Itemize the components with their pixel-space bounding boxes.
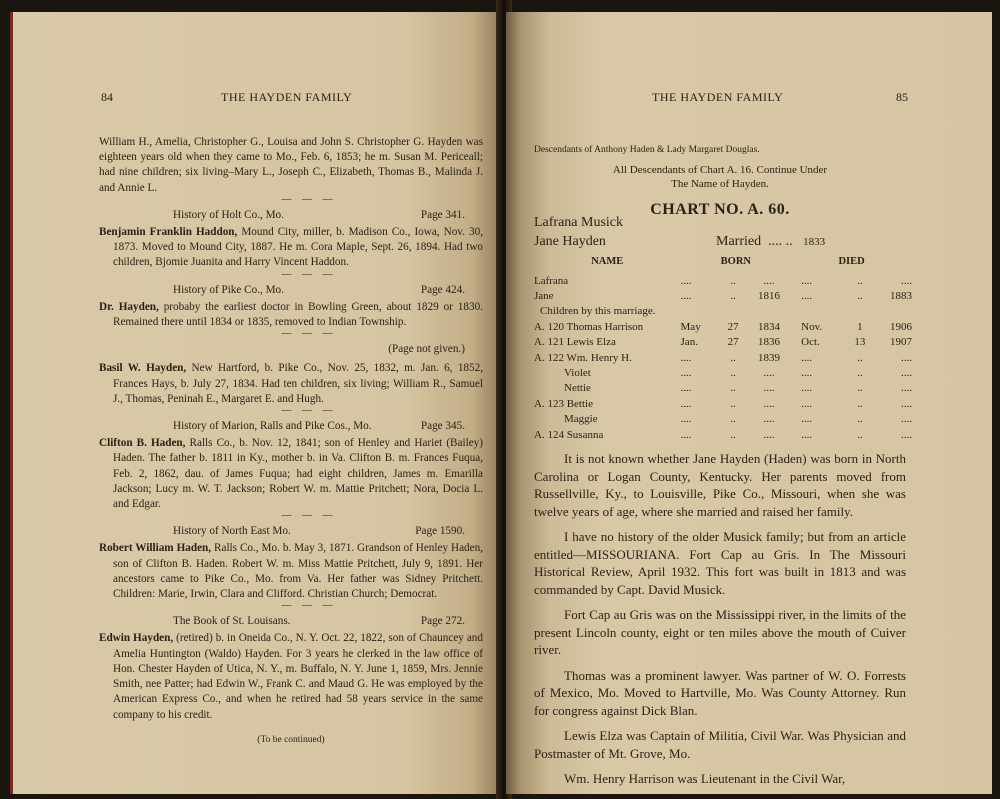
table-row — [534, 273, 912, 288]
cell-c1: .... — [680, 290, 692, 303]
cell-name: Children by this marriage. — [540, 305, 656, 318]
paragraph: Lewis Elza was Captain of Militia, Civil War. Was Physician and Postmaster of Mt. Grove, Mo. — [534, 728, 906, 761]
cell-c2: .. — [730, 413, 736, 426]
cell-c5: .. — [857, 351, 863, 364]
cell-c6: .... — [901, 367, 912, 380]
cell-c4: .... — [801, 367, 813, 380]
paragraph: Wm. Henry Harrison was Lieutenant in the Civil War, — [564, 771, 846, 787]
cell-c4: .... — [801, 382, 813, 395]
section-divider: — — — — [281, 510, 337, 522]
table-row — [534, 412, 912, 427]
cell-c3: .... — [763, 428, 775, 441]
left-page — [10, 12, 502, 794]
married-info: Married .... .. 1833 — [716, 234, 826, 249]
cell-c2: .. — [730, 274, 736, 287]
cell-name: A. 121 Lewis Elza — [534, 336, 616, 349]
table-row — [534, 427, 912, 442]
col-name-header: NAME — [591, 256, 624, 267]
left-page-body — [99, 135, 483, 748]
cell-c5: 1 — [857, 320, 863, 333]
source-line: History of Holt Co., Mo. Page 341. — [173, 208, 465, 221]
cell-c4: Oct. — [801, 336, 820, 349]
cell-name: Jane — [534, 290, 554, 303]
source-line: History of North East Mo. Page 1590. — [173, 525, 465, 538]
continued-note: (To be continued) — [257, 734, 325, 745]
cell-c4: .... — [801, 428, 813, 441]
cell-name: A. 120 Thomas Harrison — [534, 320, 644, 333]
cell-c6: 1907 — [890, 336, 912, 349]
cell-name: Lafrana — [534, 274, 569, 287]
source-line: (Page not given.) — [388, 343, 465, 356]
cell-c6: .... — [901, 428, 912, 441]
intro-paragraph: William H., Amelia, Christopher G., Louisa and John S. Christopher G. Hayden was eighteen years old when they came to Mo., Feb. 6, 1853; he m. Susan M. Periceall; had nine children; six living–Mary L., Joseph C., Elizabeth, Thomas B., Malinda J. and Annie L. — [99, 136, 483, 194]
cell-c3: .... — [763, 382, 775, 395]
cell-c5: .. — [857, 382, 863, 395]
chart-title: CHART NO. A. 60. — [650, 201, 790, 218]
cell-c6: .... — [901, 274, 912, 287]
cell-c4: .... — [801, 351, 813, 364]
cell-c4: .... — [801, 290, 813, 303]
page-number-left: 84 — [101, 90, 113, 104]
cell-c6: .... — [901, 382, 912, 395]
right-page — [506, 12, 992, 794]
cell-name: Maggie — [564, 413, 598, 426]
table-row — [534, 396, 912, 411]
cell-c4: .... — [801, 413, 813, 426]
cell-c5: .. — [857, 413, 863, 426]
cell-c1: .... — [680, 413, 692, 426]
cell-c3: 1836 — [757, 336, 780, 349]
cell-c6: 1906 — [890, 320, 912, 333]
cell-c6: .... — [901, 351, 912, 364]
cell-c2: .. — [730, 290, 736, 303]
cell-c4: .... — [801, 274, 813, 287]
page-number-right: 85 — [896, 90, 908, 104]
cell-c5: .. — [857, 397, 863, 410]
entry-paragraph: Edwin Hayden, (retired) b. in Oneida Co., N. Y. Oct. 22, 1822, son of Chauncey and Amelia Huntington (Waldo) Hayden. For 3 years he clerked in the law office of Hon. Chester Hayden of Utica, N. Y., m. Buffalo, N. Y. June 1, 1859, Mrs. Jennie Smith, nee Patter; had Edwin W., Frank C. and Maud G. He was employed by the American Express Co., and when he retired had 58 years service in the same company to his credit. — [99, 632, 483, 721]
cell-c6: .... — [901, 397, 912, 410]
parents-block — [534, 213, 906, 251]
cell-name: A. 124 Susanna — [534, 428, 604, 441]
cell-c2: .. — [730, 428, 736, 441]
entry-paragraph: Robert William Haden, Ralls Co., Mo. b. May 3, 1871. Grandson of Henley Haden, son of Clifton B. Haden. Robert W. m. Miss Mattie Pritchett, July 9, 1891. Her ancestors came to Pike Co., Mo. from Va. Her father was Sidney Pritchett. Children: Marie, Irwin, Clara and Clifford. Christian Church; Democrat. — [99, 542, 483, 601]
table-row — [534, 288, 912, 303]
cell-c6: 1883 — [890, 290, 912, 303]
cell-c1: .... — [680, 351, 692, 364]
paragraph: Fort Cap au Gris was on the Mississippi river, in the limits of the present Lincoln county, eight or ten miles above the mouth of Cuiver river. — [534, 607, 906, 658]
cell-c3: .... — [763, 367, 775, 380]
cell-c5: .. — [857, 367, 863, 380]
cell-c1: .... — [680, 397, 692, 410]
entry-paragraph: Dr. Hayden, probaby the earliest doctor in Bowling Green, about 1829 or 1830. Remained there until 1834 or 1835, removed to Indian Township. — [99, 300, 483, 329]
cell-c2: .. — [730, 397, 736, 410]
table-row — [534, 381, 912, 396]
cell-c1: .... — [680, 382, 692, 395]
section-divider: — — — — [281, 328, 337, 340]
col-died-header: DIED — [838, 256, 865, 267]
cell-c2: .. — [730, 382, 736, 395]
paragraph: I have no history of the older Musick family; but from an article entitled—MISSOURIANA. Fort Cap au Gris. In The Missouri Historical Review, April 1932. This fort was built in 1813 and was commanded by Capt. David Musick. — [534, 529, 906, 597]
cell-c5: .. — [857, 274, 863, 287]
cell-name: Violet — [564, 367, 591, 380]
cell-c1: .... — [680, 274, 692, 287]
cell-c2: .. — [730, 351, 736, 364]
cell-name: Nettie — [564, 382, 591, 395]
paragraph: Thomas was a prominent lawyer. Was partner of W. O. Forrests of Mexico, Mo. Moved to Hartville, Mo. Was County Attorney. Run for congress against Dick Blan. — [534, 667, 906, 718]
table-row — [534, 335, 912, 350]
cell-c3: 1834 — [757, 320, 780, 333]
cell-c3: .... — [763, 397, 775, 410]
source-line: History of Marion, Ralls and Pike Cos., Mo. Page 345. — [173, 420, 465, 433]
cell-c3: .... — [763, 413, 775, 426]
entry-paragraph: Clifton B. Haden, Ralls Co., b. Nov. 12, 1841; son of Henley and Hariet (Bailey) Haden. The father b. 1811 in Ky., mother b. in Va. Clifton B. m. Frances Fuqua, Feb. 2, 1862, dau. of James Fuqua; had eight children, James m. Emarilla Jackson; Lucy m. W. T. Jackson; Robert W. m. Mattie Pritchett; Nora, Docia L. and Edgar. — [99, 437, 483, 511]
cell-c5: .. — [857, 290, 863, 303]
table-row — [534, 350, 912, 365]
section-divider: — — — — [281, 193, 337, 205]
table-row — [534, 304, 912, 319]
running-header-left: THE HAYDEN FAMILY — [221, 90, 353, 104]
cell-c5: .. — [857, 428, 863, 441]
table-row — [534, 319, 912, 334]
cell-name: A. 123 Bettie — [534, 397, 593, 410]
cell-c3: 1816 — [757, 290, 780, 303]
entry-paragraph: Benjamin Franklin Haddon, Mound City, miller, b. Madison Co., Iowa, Nov. 30, 1873. Moved to Mound City, 1887. He m. Cora Maple, Sept. 26, 1894. Had two children, Bjomie Juanita and Harry Vincent Haddon. — [99, 226, 483, 269]
table-header-row — [534, 253, 912, 273]
cell-c2: 27 — [727, 336, 739, 349]
cell-c5: 13 — [854, 336, 866, 349]
section-divider: — — — — [281, 600, 337, 612]
cell-name: A. 122 Wm. Henry H. — [534, 351, 632, 364]
running-header-right: THE HAYDEN FAMILY — [652, 90, 784, 104]
husband-name: Lafrana Musick — [534, 215, 624, 230]
cell-c4: Nov. — [801, 320, 823, 333]
cell-c3: .... — [763, 274, 775, 287]
table-row — [534, 365, 912, 380]
narrative — [534, 450, 906, 788]
right-page-body — [534, 145, 912, 796]
section-divider: — — — — [281, 405, 337, 417]
source-line: History of Pike Co., Mo. Page 424. — [173, 283, 465, 296]
continue-line-2: The Name of Hayden. — [671, 178, 769, 190]
wife-name: Jane Hayden — [534, 234, 606, 249]
source-line: The Book of St. Louisans. Page 272. — [173, 615, 465, 628]
cell-c2: .. — [730, 367, 736, 380]
continue-line-1: All Descendants of Chart A. 16. Continue Under — [612, 164, 828, 176]
col-born-header: BORN — [720, 256, 752, 267]
cell-c3: 1839 — [757, 351, 780, 364]
cell-c4: .... — [801, 397, 813, 410]
cell-c1: .... — [680, 428, 692, 441]
cell-c1: May — [680, 320, 701, 333]
section-divider: — — — — [281, 268, 337, 280]
entry-paragraph: Basil W. Hayden, New Hartford, b. Pike Co., Nov. 25, 1832, m. Jan. 6, 1852, Frances Hays, b. July 27, 1834. Had ten children, six living; William R., Samuel J., Thomas, Peninah E., Margaret E. and Hugh. — [99, 362, 483, 405]
cell-c1: .... — [680, 367, 692, 380]
descendants-line: Descendants of Anthony Haden & Lady Margaret Douglas. — [534, 145, 760, 155]
paragraph: It is not known whether Jane Hayden (Haden) was born in North Carolina or Logan County, Kentucky. Her parents moved from Russellville, Ky., to Louisville, Pike Co., Missouri, when she was twelve years of age, where she married and raised her family. — [534, 451, 906, 519]
genealogy-table — [534, 253, 912, 442]
cell-c2: 27 — [727, 320, 739, 333]
cell-c6: .... — [901, 413, 912, 426]
cell-c1: Jan. — [680, 336, 698, 349]
